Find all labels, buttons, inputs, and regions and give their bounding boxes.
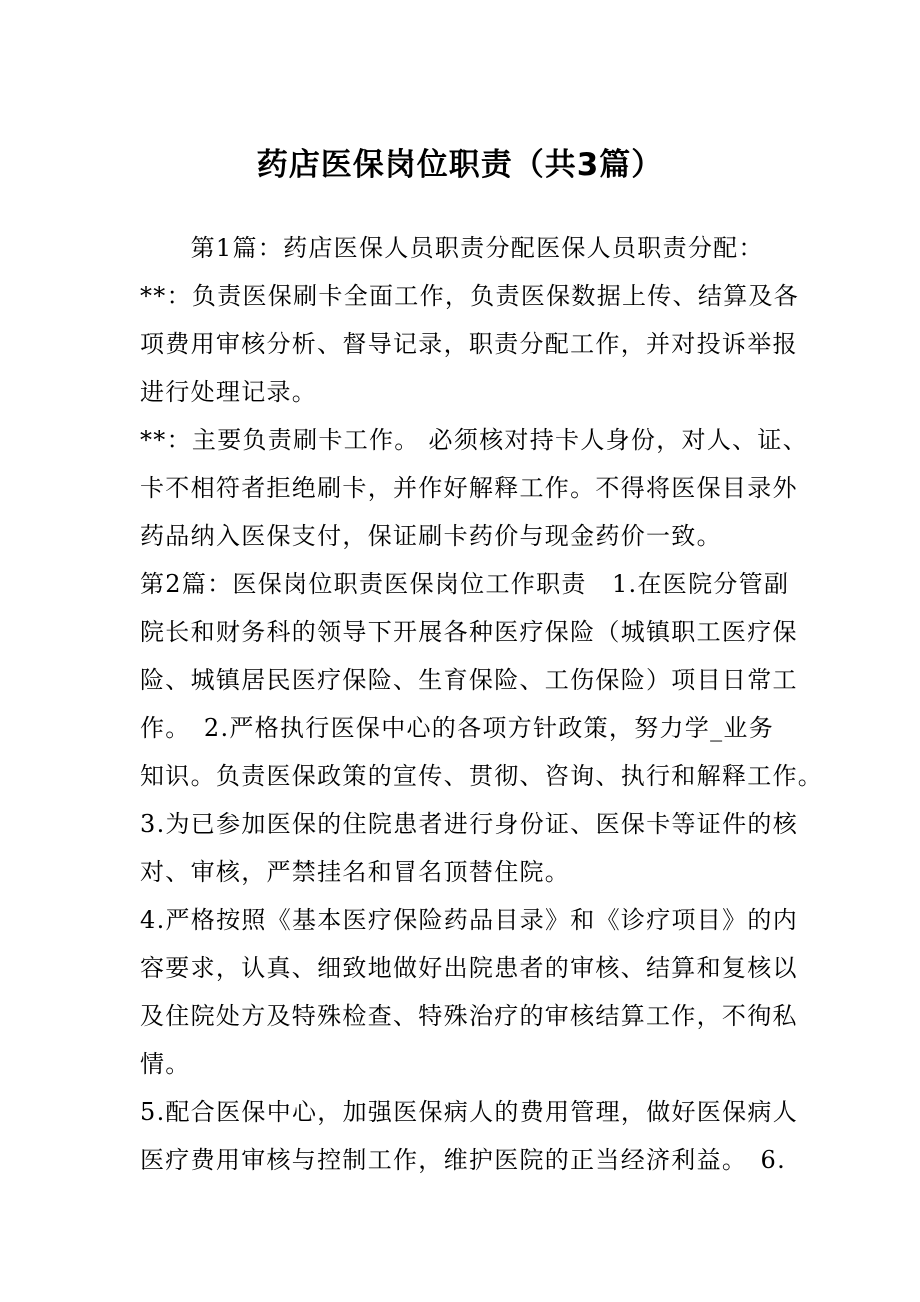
body-line: 第2篇：医保岗位职责医保岗位工作职责 1.在医院分管副	[140, 570, 790, 598]
body-line: 卡不相符者拒绝刷卡，并作好解释工作。不得将医保目录外	[140, 474, 798, 502]
body-line: **：主要负责刷卡工作。 必须核对持卡人身份，对人、证、	[140, 426, 809, 454]
body-line: 第1篇：药店医保人员职责分配医保人员职责分配：	[140, 234, 764, 262]
body-line: 险、城镇居民医疗保险、生育保险、工伤保险）项目日常工	[140, 666, 798, 694]
body-line: 3.为已参加医保的住院患者进行身份证、医保卡等证件的核	[140, 810, 798, 838]
body-line: 情。	[140, 1050, 191, 1078]
body-line: **：负责医保刷卡全面工作，负责医保数据上传、结算及各	[140, 282, 800, 310]
body-line: 药品纳入医保支付，保证刷卡药价与现金药价一致。	[140, 522, 722, 550]
body-line: 作。 2.严格执行医保中心的各项方针政策，努力学_业务	[140, 714, 774, 742]
body-line: 进行处理记录。	[140, 378, 318, 406]
document-title: 药店医保岗位职责（共3篇）	[256, 147, 664, 183]
body-line: 院长和财务科的领导下开展各种医疗保险（城镇职工医疗保	[140, 618, 798, 646]
body-line: 医疗费用审核与控制工作，维护医院的正当经济利益。 6.	[140, 1146, 786, 1174]
body-line: 项费用审核分析、督导记录，职责分配工作，并对投诉举报	[140, 330, 798, 358]
body-line: 5.配合医保中心，加强医保病人的费用管理，做好医保病人	[140, 1098, 798, 1126]
body-line: 及住院处方及特殊检查、特殊治疗的审核结算工作，不徇私	[140, 1002, 798, 1030]
body-line: 知识。负责医保政策的宣传、贯彻、咨询、执行和解释工作。	[140, 762, 824, 790]
body-line: 对、审核，严禁挂名和冒名顶替住院。	[140, 858, 571, 886]
body-line: 容要求，认真、细致地做好出院患者的审核、结算和复核以	[140, 954, 798, 982]
body-line: 4.严格按照《基本医疗保险药品目录》和《诊疗项目》的内	[140, 906, 798, 934]
